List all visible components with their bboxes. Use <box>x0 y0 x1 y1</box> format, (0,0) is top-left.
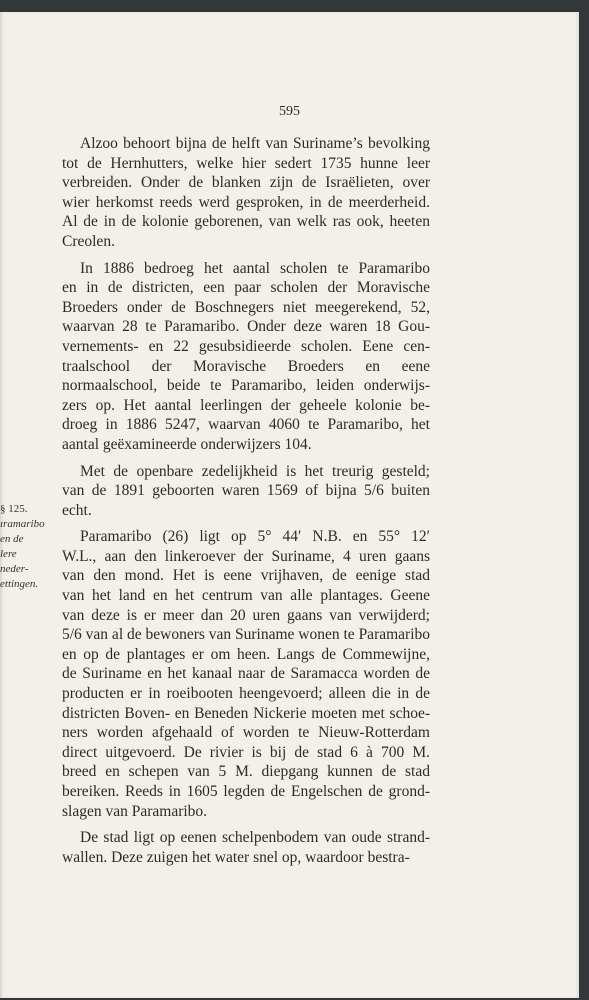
text-line: Paramaribo (26) ligt op 5° 44′ N.B. en 55° 12′ <box>80 528 430 546</box>
margin-note <box>0 502 46 592</box>
text-line: W.L., aan den linkeroever der Suriname, 4 uren gaans <box>62 547 430 565</box>
text-line: Alzoo behoort bijna de helft van Suriname’s bevolking <box>80 135 430 152</box>
text-line: wier herkomst reeds werd gesproken, in de meerderheid. <box>62 193 430 211</box>
margin-line: lere neder- <box>0 548 29 575</box>
text-line: vernements- en 22 gesubsidieerde scholen. Eene cen- <box>62 337 430 355</box>
margin-section: § 125. <box>0 503 28 515</box>
text-line: producten er in roeibooten heengevoerd; alleen die in de <box>62 685 430 703</box>
text-line: districten Boven- en Beneden Nickerie moeten met schoe- <box>62 704 430 722</box>
paragraph <box>62 828 430 867</box>
page-number: 595 <box>279 104 300 119</box>
text-line: In 1886 bedroeg het aantal scholen te Paramaribo <box>80 259 430 277</box>
text-line: van deze is er meer dan 20 uren gaans van verwijderd; <box>62 606 430 624</box>
text-line: normaalschool, beide te Paramaribo, leiden onderwijs- <box>62 377 430 395</box>
text-line: breed en schepen van 5 M. diepgang kunnen de stad <box>62 763 430 781</box>
text-line: traalschool der Moravische Broeders en eene <box>62 357 430 375</box>
text-line: en in de districten, een paar scholen der Moravische <box>62 279 430 297</box>
text-line: waarvan 28 te Paramaribo. Onder deze waren 18 Gou- <box>62 318 430 336</box>
body-text <box>62 134 430 874</box>
text-line: van den mond. Het is eene vrijhaven, de eenige stad <box>62 567 430 585</box>
text-line: ners worden afgehaald of worden te Nieuw-Rotterdam <box>62 724 430 742</box>
text-line: tot de Hernhutters, welke hier sedert 1735 hunne leer <box>62 154 430 172</box>
paragraph <box>62 259 430 455</box>
text-line: Creolen. <box>62 232 115 250</box>
text-line: De stad ligt op eenen schelpenbodem van oude strand- <box>80 829 430 847</box>
text-line: van het land en het centrum van alle plantages. Geene <box>62 587 430 605</box>
text-line: en op de plantages er om heen. Langs de Commewijne, <box>62 645 430 663</box>
text-line: Al de in de kolonie geborenen, van welk ras ook, heeten <box>62 213 430 231</box>
text-line: de Suriname en het kanaal naar de Saramacca worden de <box>62 665 430 683</box>
book-page <box>0 12 579 998</box>
paragraph <box>62 527 430 821</box>
text-line: Met de openbare zedelijkheid is het treurig gesteld; <box>80 462 430 480</box>
text-line: zers op. Het aantal leerlingen der geheele kolonie be- <box>62 396 430 414</box>
margin-line: ıramaribo <box>0 518 45 530</box>
text-line: Broeders onder de Boschnegers niet meegerekend, 52, <box>62 298 430 316</box>
paragraph <box>62 462 430 521</box>
text-line: aantal geëxamineerde onderwijzers 104. <box>62 435 312 453</box>
text-line: wallen. Deze zuigen het water snel op, waardoor bestra- <box>62 848 410 866</box>
margin-line: en de <box>0 533 24 545</box>
text-line: slagen van Paramaribo. <box>62 802 208 820</box>
margin-line: ettingen. <box>0 578 39 590</box>
paragraph <box>62 134 430 252</box>
text-line: van de 1891 geboorten waren 1569 of bijna 5/6 buiten echt. <box>62 482 430 519</box>
text-line: verbreiden. Onder de blanken zijn de Israëlieten, over <box>62 174 430 192</box>
text-line: 5/6 van al de bewoners van Suriname wonen te Paramaribo <box>62 626 431 644</box>
text-line: droeg in 1886 5247, waarvan 4060 te Paramaribo, het <box>62 416 430 434</box>
text-line: direct uitgevoerd. De rivier is bij de stad 6 à 700 M. <box>62 743 430 761</box>
text-line: bereiken. Reeds in 1605 legden de Engelschen de grond- <box>62 783 430 800</box>
